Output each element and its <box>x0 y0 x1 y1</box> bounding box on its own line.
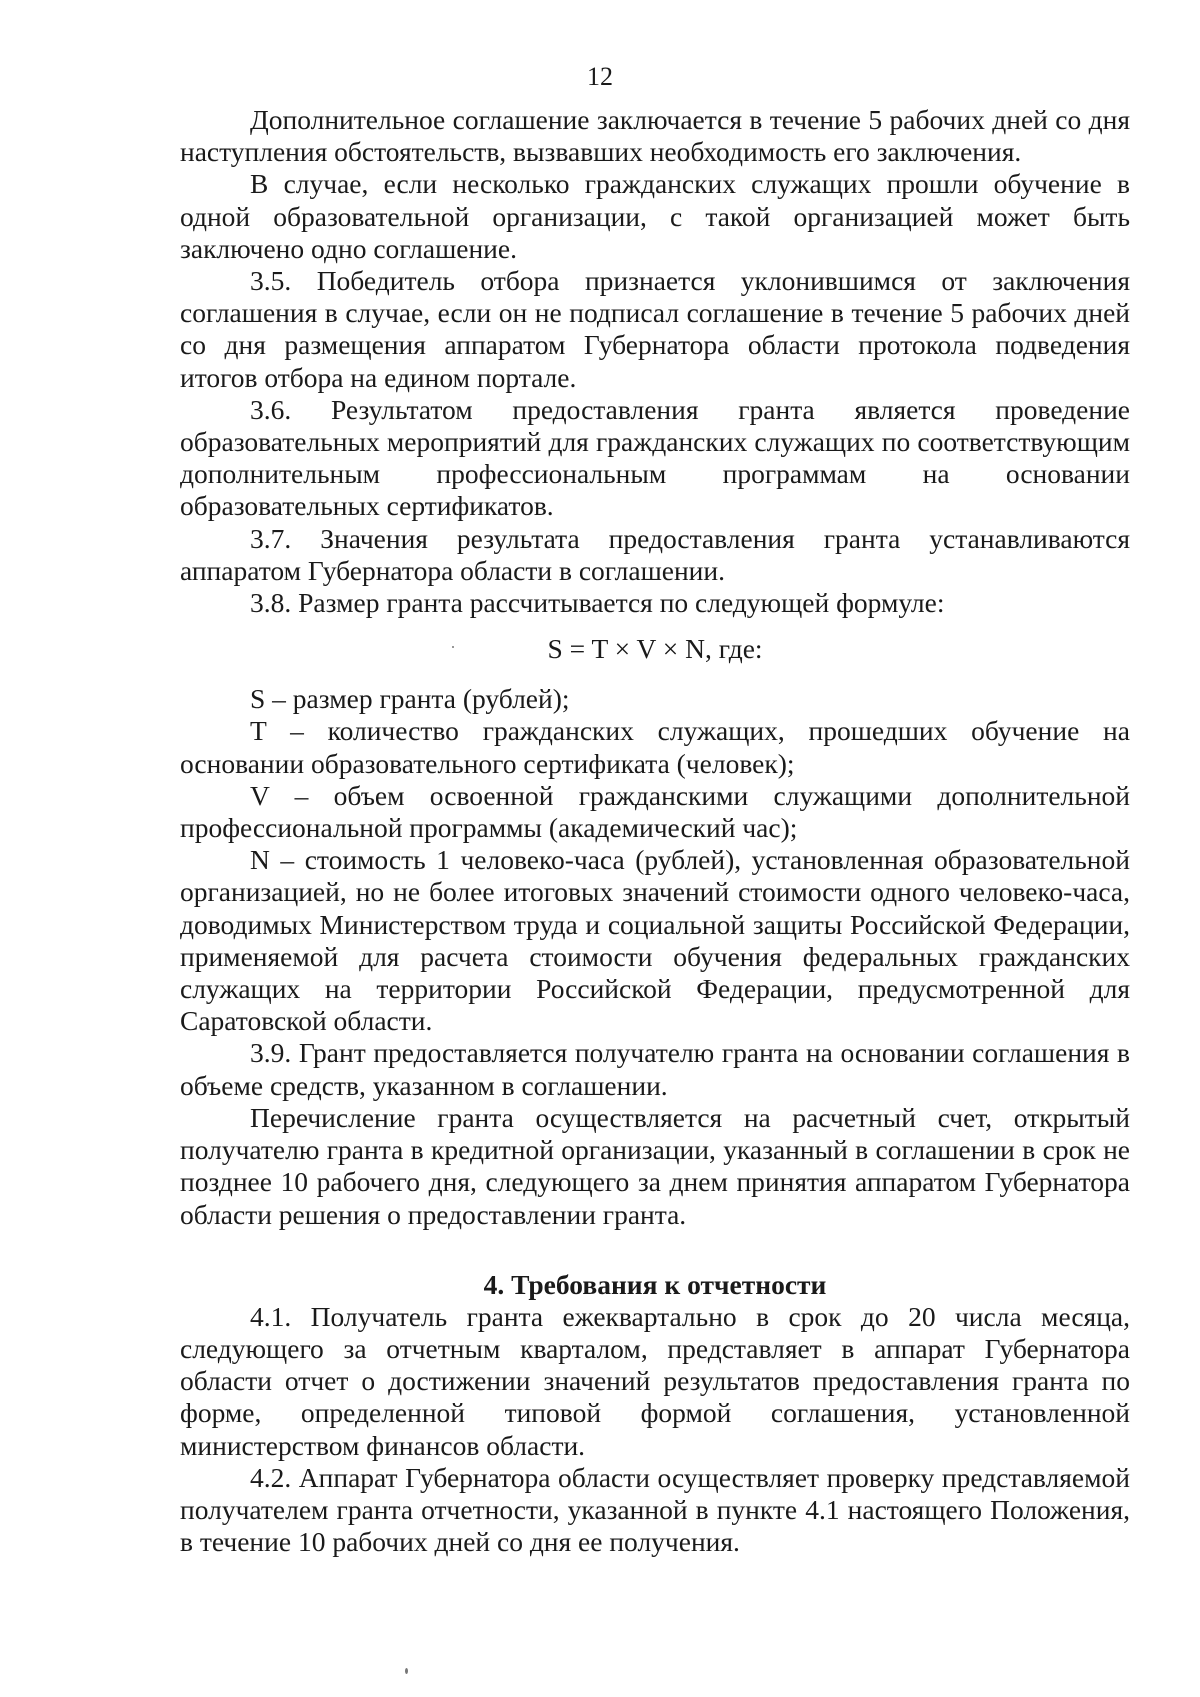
definition-n: N – стоимость 1 человеко-часа (рублей), установленная образовательной организацией, но не более итоговых значений стоимости одного человеко-часа, доводимых Министерством труда и социальной защиты Российской Федерации, применяемой для расчета стоимости обучения федеральных гражданских служащих на территории Российской Федерации, предусмотренной для Саратовской области. <box>180 844 1130 1037</box>
definition-v: V – объем освоенной гражданскими служащими дополнительной профессиональной программы (академический час); <box>180 779 1130 844</box>
scan-speck <box>405 1668 408 1674</box>
paragraph-4-2: 4.2. Аппарат Губернатора области осуществляет проверку представляемой получателем гранта отчетности, указанной в пункте 4.1 настоящего Положения, в течение 10 рабочих дней со дня ее получения. <box>180 1461 1130 1558</box>
section-4-heading: 4. Требования к отчетности <box>483 1268 827 1300</box>
document-body <box>180 104 1130 1558</box>
definition-s: S – размер гранта (рублей); <box>250 683 570 715</box>
paragraph-3-7: 3.7. Значения результата предоставления гранта устанавливаются аппаратом Губернатора области в соглашении. <box>180 522 1130 586</box>
paragraph-3-5: 3.5. Победитель отбора признается уклонившимся от заключения соглашения в случае, если он не подписал соглашение в течение 5 рабочих дней со дня размещения аппаратом Губернатора области протокола подведения итогов отбора на едином портале. <box>180 265 1130 393</box>
page-number: 12 <box>587 62 613 91</box>
paragraph-single-agreement: В случае, если несколько гражданских служащих прошли обучение в одной образовательной организации, с такой организацией может быть заключено одно соглашение. <box>180 168 1130 264</box>
definition-t: T – количество гражданских служащих, прошедших обучение на основании образовательного сертификата (человек); <box>180 715 1130 779</box>
paragraph-3-8: 3.8. Размер гранта рассчитывается по следующей формуле: <box>250 587 945 619</box>
paragraph-transfer: Перечисление гранта осуществляется на расчетный счет, открытый получателю гранта в кредитной организации, указанный в соглашении в срок не позднее 10 рабочего дня, следующего за днем принятия аппаратом Губернатора области решения о предоставлении гранта. <box>180 1101 1130 1230</box>
grant-formula: S = T × V × N, где: <box>547 633 763 665</box>
paragraph-4-1: 4.1. Получатель гранта ежеквартально в срок до 20 числа месяца, следующего за отчетным кварталом, представляет в аппарат Губернатора области отчет о достижении значений результатов предоставления гранта по форме, определенной типовой формой соглашения, установленной министерством финансов области. <box>180 1300 1130 1461</box>
paragraph-3-6: 3.6. Результатом предоставления гранта является проведение образовательных мероприятий для гражданских служащих по соответствующим дополнительным профессиональным программам на основании образовательных сертификатов. <box>180 393 1130 522</box>
scan-speck <box>452 646 454 648</box>
paragraph-agreement-term: Дополнительное соглашение заключается в течение 5 рабочих дней со дня наступления обстоятельств, вызвавших необходимость его заключения. <box>180 104 1130 168</box>
paragraph-3-9: 3.9. Грант предоставляется получателю гранта на основании соглашения в объеме средств, указанном в соглашении. <box>180 1037 1130 1101</box>
